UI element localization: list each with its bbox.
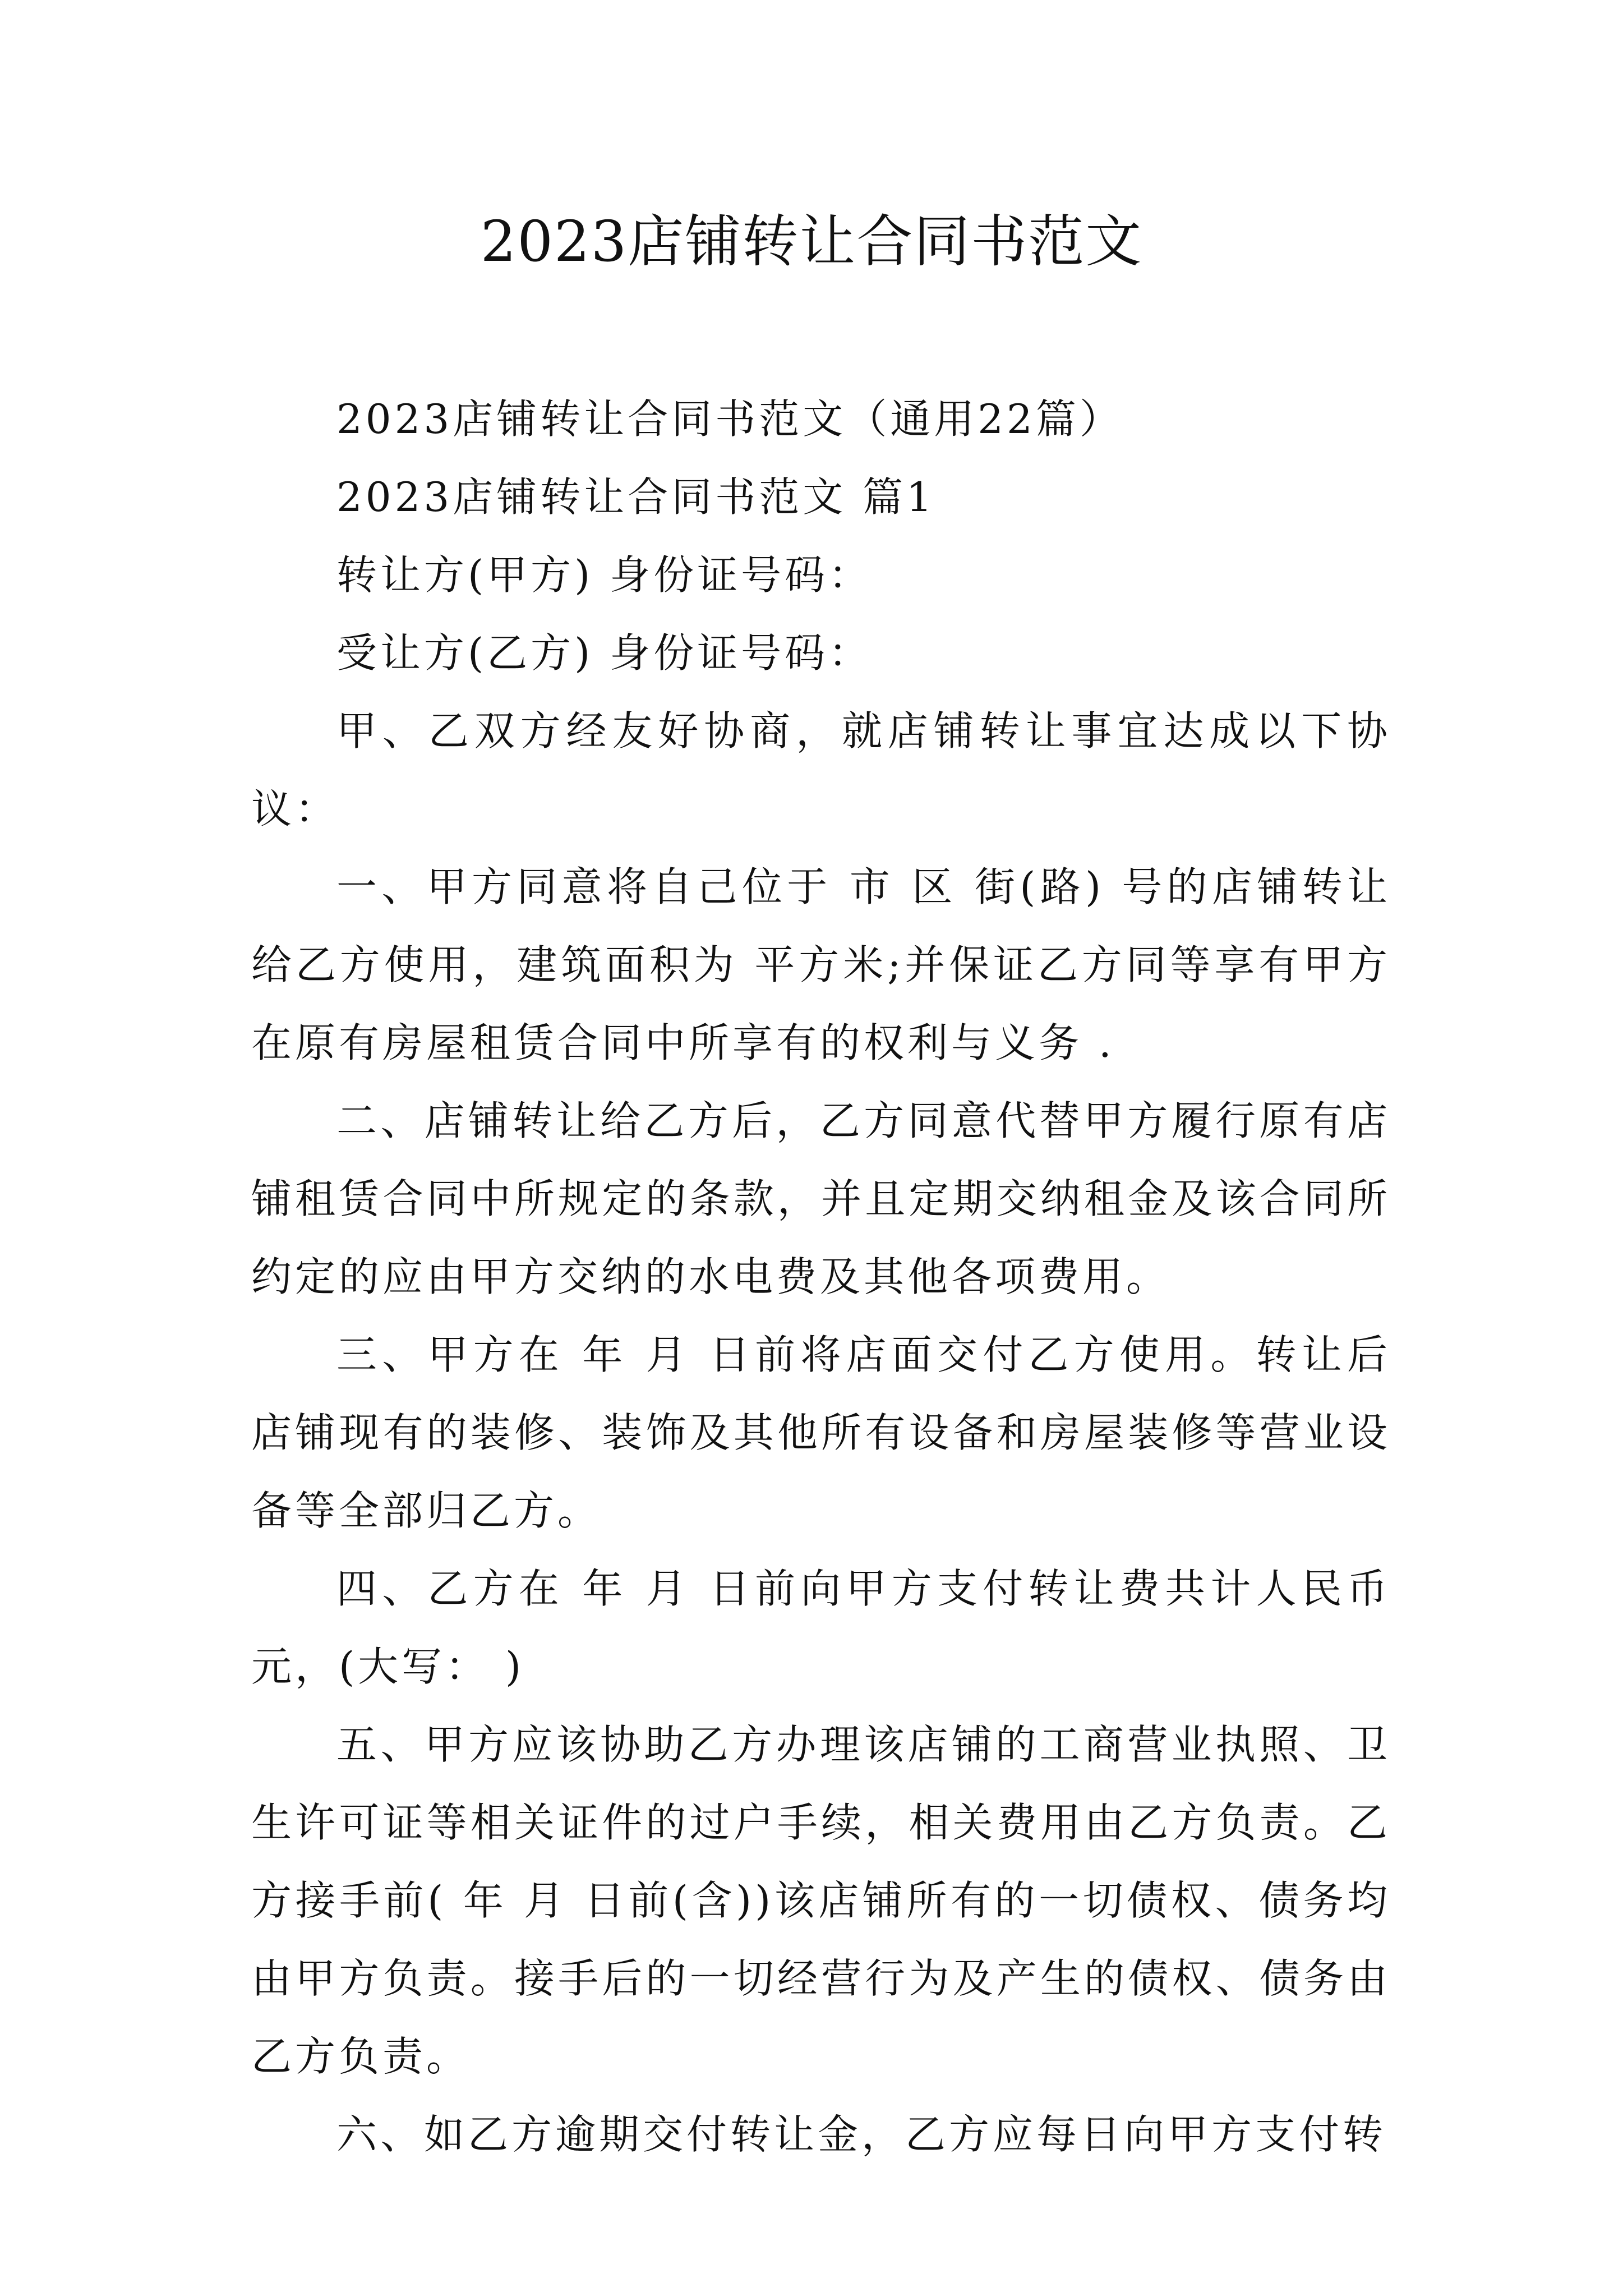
document-body xyxy=(251,380,1391,2174)
paragraph-clause-1: 一、甲方同意将自己位于 市 区 街(路) 号的店铺转让给乙方使用，建筑面积为 平方米;并保证乙方同等享有甲方在原有房屋租赁合同中所享有的权利与义务 . xyxy=(251,863,1391,1066)
paragraph-clause-3: 三、甲方在 年 月 日前将店面交付乙方使用。转让后店铺现有的装修、装饰及其他所有设备和房屋装修等营业设备等全部归乙方。 xyxy=(251,1331,1391,1534)
paragraph-transferee: 受让方(乙方) 身份证号码： xyxy=(336,629,873,677)
document-title: 2023店铺转让合同书范文 xyxy=(480,209,1143,274)
paragraph-clause-2: 二、店铺转让给乙方后，乙方同意代替甲方履行原有店铺租赁合同中所规定的条款，并且定期交纳租金及该合同所约定的应由甲方交纳的水电费及其他各项费用。 xyxy=(251,1097,1391,1300)
paragraph-heading: 2023店铺转让合同书范文 篇1 xyxy=(336,473,935,521)
paragraph-transferor: 转让方(甲方) 身份证号码： xyxy=(336,551,873,599)
paragraph-preamble: 甲、乙双方经友好协商，就店铺转让事宜达成以下协议： xyxy=(251,707,1391,832)
paragraph-clause-4: 四、乙方在 年 月 日前向甲方支付转让费共计人民币 元，(大写： ) xyxy=(251,1565,1391,1690)
paragraph-clause-5: 五、甲方应该协助乙方办理该店铺的工商营业执照、卫生许可证等相关证件的过户手续，相关费用由乙方负责。乙方接手前( 年 月 日前(含))该店铺所有的一切债权、债务均由甲方负责。接手后的一切经营行为及产生的债权、债务由乙方负责。 xyxy=(251,1721,1391,2080)
paragraph-subtitle: 2023店铺转让合同书范文（通用22篇） xyxy=(336,395,1123,443)
paragraph-clause-6: 六、如乙方逾期交付转让金，乙方应每日向甲方支付转 xyxy=(336,2111,1387,2158)
